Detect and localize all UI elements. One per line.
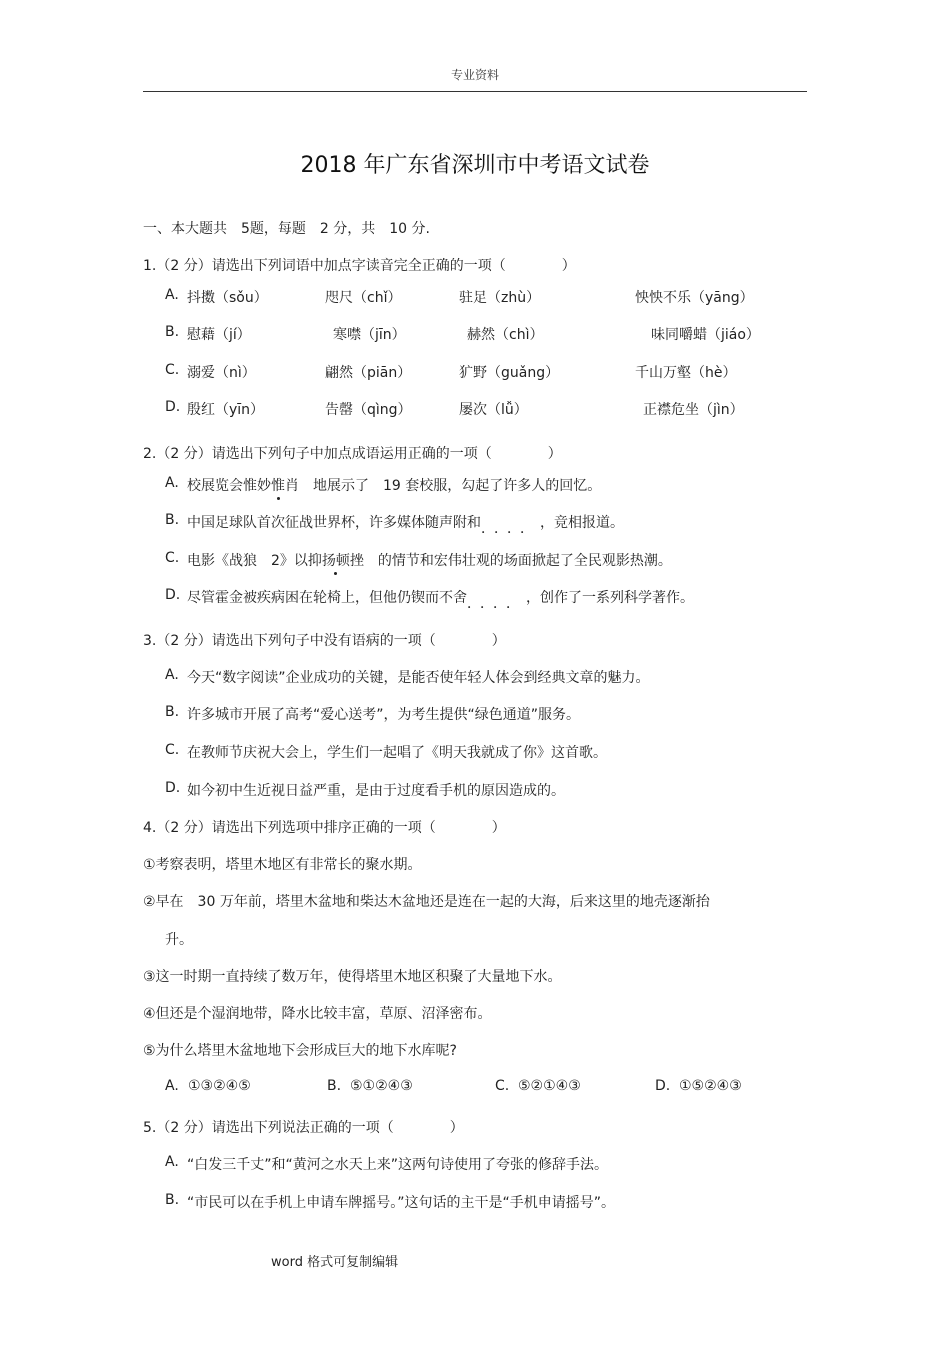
q4-sentence-1: ①考察表明，塔里木地区有非常长的聚水期。 [143, 857, 422, 873]
q1-stem: 1.（2 分）请选出下列词语中加点字读音完全正确的一项（ ） [143, 258, 576, 274]
section-heading: 一、本大题共 5题，每题 2 分，共 10 分. [143, 221, 430, 237]
q1-b-item2: 寒噤（jīn） [333, 327, 406, 343]
q1-c-item1: 溺爱（nì） [187, 365, 256, 381]
q1-c-item4: 千山万壑（hè） [635, 365, 737, 381]
q3-stem: 3.（2 分）请选出下列句子中没有语病的一项（ ） [143, 633, 506, 649]
q4-option-a: ①③②④⑤ [188, 1078, 251, 1094]
q2-d-dot-marks: ．．．． [467, 596, 526, 612]
q1-d-item3: 屡次（lǚ） [459, 402, 528, 418]
q3-d-letter: D. [165, 780, 181, 796]
q1-c-item2: 翩然（piān） [325, 365, 412, 381]
q2-b-dot-marks: ．．．． [481, 521, 540, 537]
q3-a-letter: A. [165, 667, 179, 683]
q2-a-dotted-idiom: 妙惟肖 [257, 475, 299, 495]
q2-c-pre: 电影《战狼 2》以 [187, 553, 308, 569]
q3-option-a: 今天“数字阅读”企业成功的关键，是能否使年轻人体会到经典文章的魅力。 [187, 670, 650, 686]
q1-d-letter: D. [165, 399, 181, 415]
footer-note: word 格式可复制编辑 [271, 1255, 399, 1270]
q4-sentence-2-cont: 升。 [165, 932, 193, 948]
q2-d-pre: 尽管霍金被疾病困在轮椅上，但他仍锲而不舍 [187, 590, 467, 606]
q2-b-letter: B. [165, 512, 180, 528]
q1-b-item1: 慰藉（jí） [187, 327, 251, 343]
q4-option-d: ①⑤②④③ [679, 1078, 742, 1094]
q4-option-b: ⑤①②④③ [350, 1078, 413, 1094]
q5-a-letter: A. [165, 1154, 179, 1170]
q1-a-item1: 抖擞（sǒu） [187, 290, 268, 306]
q2-c-dotted-idiom: 抑扬顿挫 [308, 550, 364, 570]
exam-title: 2018 年广东省深圳市中考语文试卷 [300, 153, 650, 178]
header-rule [143, 91, 807, 92]
q2-c-letter: C. [165, 550, 180, 566]
q4-b-letter: B. [327, 1078, 342, 1094]
q4-sentence-3: ③这一时期一直持续了数万年，使得塔里木地区积聚了大量地下水。 [143, 969, 562, 985]
q5-option-a: “白发三千丈”和“黄河之水天上来”这两句诗使用了夸张的修辞手法。 [187, 1157, 609, 1173]
q2-stem: 2.（2 分）请选出下列句子中加点成语运用正确的一项（ ） [143, 446, 562, 462]
q1-a-item4: 怏怏不乐（yāng） [635, 290, 754, 306]
q1-d-item1: 殷红（yīn） [187, 402, 265, 418]
q2-d-letter: D. [165, 587, 181, 603]
q5-stem: 5.（2 分）请选出下列说法正确的一项（ ） [143, 1120, 464, 1136]
q1-b-letter: B. [165, 324, 180, 340]
q5-option-b: “市民可以在手机上申请车牌摇号。”这句话的主干是“手机申请摇号”。 [187, 1195, 616, 1211]
q1-a-item3: 驻足（zhù） [459, 290, 541, 306]
q1-c-item3: 犷野（guǎng） [459, 365, 560, 381]
q3-option-b: 许多城市开展了高考“爱心送考”，为考生提供“绿色通道”服务。 [187, 707, 581, 723]
q2-a-pre: 校展览会惟 [187, 478, 257, 494]
q2-option-b [187, 512, 624, 537]
q3-c-letter: C. [165, 742, 180, 758]
q4-sentence-5: ⑤为什么塔里木盆地地下会形成巨大的地下水库呢? [143, 1043, 457, 1059]
q4-a-letter: A. [165, 1078, 179, 1094]
header-label: 专业资料 [450, 68, 499, 82]
q4-sentence-2: ②早在 30 万年前，塔里木盆地和柴达木盆地还是连在一起的大海，后来这里的地壳逐渐抬 [143, 894, 710, 910]
q2-option-a [187, 475, 601, 495]
q2-option-c [187, 550, 672, 570]
q4-d-letter: D. [655, 1078, 671, 1094]
q1-a-letter: A. [165, 287, 179, 303]
q1-d-item4: 正襟危坐（jìn） [643, 402, 744, 418]
q1-c-letter: C. [165, 362, 180, 378]
q2-b-pre: 中国足球队首次征战世界杯，许多媒体随声附和 [187, 515, 481, 531]
q1-a-item2: 咫尺（chǐ） [325, 290, 402, 306]
q4-stem: 4.（2 分）请选出下列选项中排序正确的一项（ ） [143, 820, 506, 836]
q2-c-post: 的情节和宏伟壮观的场面掀起了全民观影热潮。 [363, 553, 672, 569]
q1-b-item4: 味同嚼蜡（jiáo） [651, 327, 760, 343]
q4-c-letter: C. [495, 1078, 510, 1094]
q2-a-post: 地展示了 19 套校服，勾起了许多人的回忆。 [299, 478, 602, 494]
q2-b-post: ，竞相报道。 [540, 515, 624, 531]
q4-sentence-4: ④但还是个湿润地带，降水比较丰富，草原、沼泽密布。 [143, 1006, 492, 1022]
q3-b-letter: B. [165, 704, 180, 720]
q2-a-letter: A. [165, 475, 179, 491]
q1-b-item3: 赫然（chì） [467, 327, 544, 343]
q1-d-item2: 告罄（qìng） [325, 402, 412, 418]
q2-d-post: ，创作了一系列科学著作。 [526, 590, 694, 606]
q5-b-letter: B. [165, 1192, 180, 1208]
q3-option-d: 如今初中生近视日益严重，是由于过度看手机的原因造成的。 [187, 783, 565, 799]
q2-option-d [187, 587, 694, 612]
q4-option-c: ⑤②①④③ [518, 1078, 581, 1094]
q3-option-c: 在教师节庆祝大会上，学生们一起唱了《明天我就成了你》这首歌。 [187, 745, 607, 761]
